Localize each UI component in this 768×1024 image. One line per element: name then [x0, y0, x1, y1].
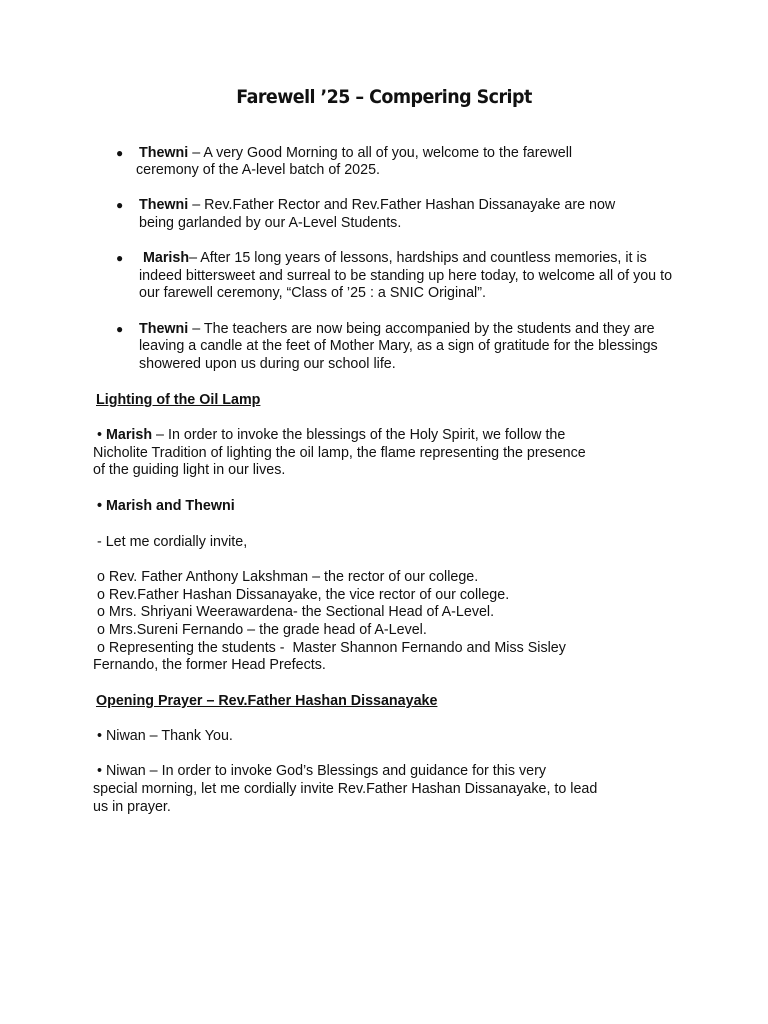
- script-line: [97, 427, 565, 445]
- speaker-name: Marish: [143, 250, 190, 266]
- invitee-item: o Mrs. Shriyani Weerawardena- the Sectional Head of A-Level.: [97, 604, 495, 620]
- bullet-text: – After 15 long years of lessons, hardships and countless memories, it is: [189, 250, 647, 266]
- bullet-dot: •: [97, 498, 106, 514]
- script-text: of the guiding light in our lives.: [93, 462, 286, 478]
- bullet-line: [139, 321, 655, 339]
- document-title: Farewell ’25 – Compering Script: [236, 86, 532, 108]
- bullet-line: [139, 197, 615, 215]
- bullet-text: showered upon us during our school life.: [139, 356, 396, 372]
- bullet-text: our farewell ceremony, “Class of ’25 : a SNIC Original”.: [139, 285, 486, 301]
- speaker-name: Marish and Thewni: [105, 498, 235, 514]
- invitee-item-continued: Fernando, the former Head Prefects.: [93, 657, 326, 673]
- script-text: special morning, let me cordially invite Rev.Father Hashan Dissanayake, to lead: [93, 781, 598, 797]
- speaker-name: Thewni: [139, 321, 189, 337]
- bullet-dot: ●: [116, 251, 124, 265]
- bullet-text: – Rev.Father Rector and Rev.Father Hashan Dissanayake are now: [188, 197, 616, 213]
- invitee-item: o Mrs.Sureni Fernando – the grade head of A-Level.: [97, 622, 427, 638]
- script-text: us in prayer.: [93, 799, 171, 815]
- invitee-item: o Representing the students - Master Shannon Fernando and Miss Sisley: [97, 640, 566, 656]
- speaker-name: Thewni: [139, 197, 189, 213]
- bullet-dot: •: [97, 427, 106, 443]
- script-line: [97, 498, 235, 516]
- invitee-item: o Rev. Father Anthony Lakshman – the rector of our college.: [97, 569, 479, 585]
- bullet-text: indeed bittersweet and surreal to be standing up here today, to welcome all of you to: [139, 268, 673, 284]
- bullet-text: ceremony of the A-level batch of 2025.: [136, 162, 380, 178]
- bullet-dot: ●: [116, 198, 124, 212]
- bullet-line: [139, 145, 572, 163]
- bullet-text: – A very Good Morning to all of you, welcome to the farewell: [188, 145, 573, 161]
- script-line: • Niwan – In order to invoke God’s Blessings and guidance for this very: [97, 763, 546, 779]
- script-line: • Niwan – Thank You.: [97, 728, 233, 744]
- section-heading-oil-lamp: Lighting of the Oil Lamp: [96, 392, 261, 408]
- bullet-text: leaving a candle at the feet of Mother Mary, as a sign of gratitude for the blessings: [139, 338, 658, 354]
- speaker-name: Thewni: [139, 145, 189, 161]
- speaker-name: Marish: [105, 427, 153, 443]
- script-text: Nicholite Tradition of lighting the oil lamp, the flame representing the presence: [93, 445, 586, 461]
- section-heading-opening-prayer: Opening Prayer – Rev.Father Hashan Dissanayake: [96, 693, 438, 709]
- invitee-item: o Rev.Father Hashan Dissanayake, the vice rector of our college.: [97, 587, 510, 603]
- bullet-line: [143, 250, 647, 268]
- bullet-dot: ●: [116, 322, 124, 336]
- bullet-text: – The teachers are now being accompanied by the students and they are: [188, 321, 655, 337]
- bullet-text: being garlanded by our A-Level Students.: [139, 215, 402, 231]
- invite-line: - Let me cordially invite,: [97, 534, 248, 550]
- bullet-dot: ●: [116, 146, 124, 160]
- script-text: – In order to invoke the blessings of the Holy Spirit, we follow the: [152, 427, 566, 443]
